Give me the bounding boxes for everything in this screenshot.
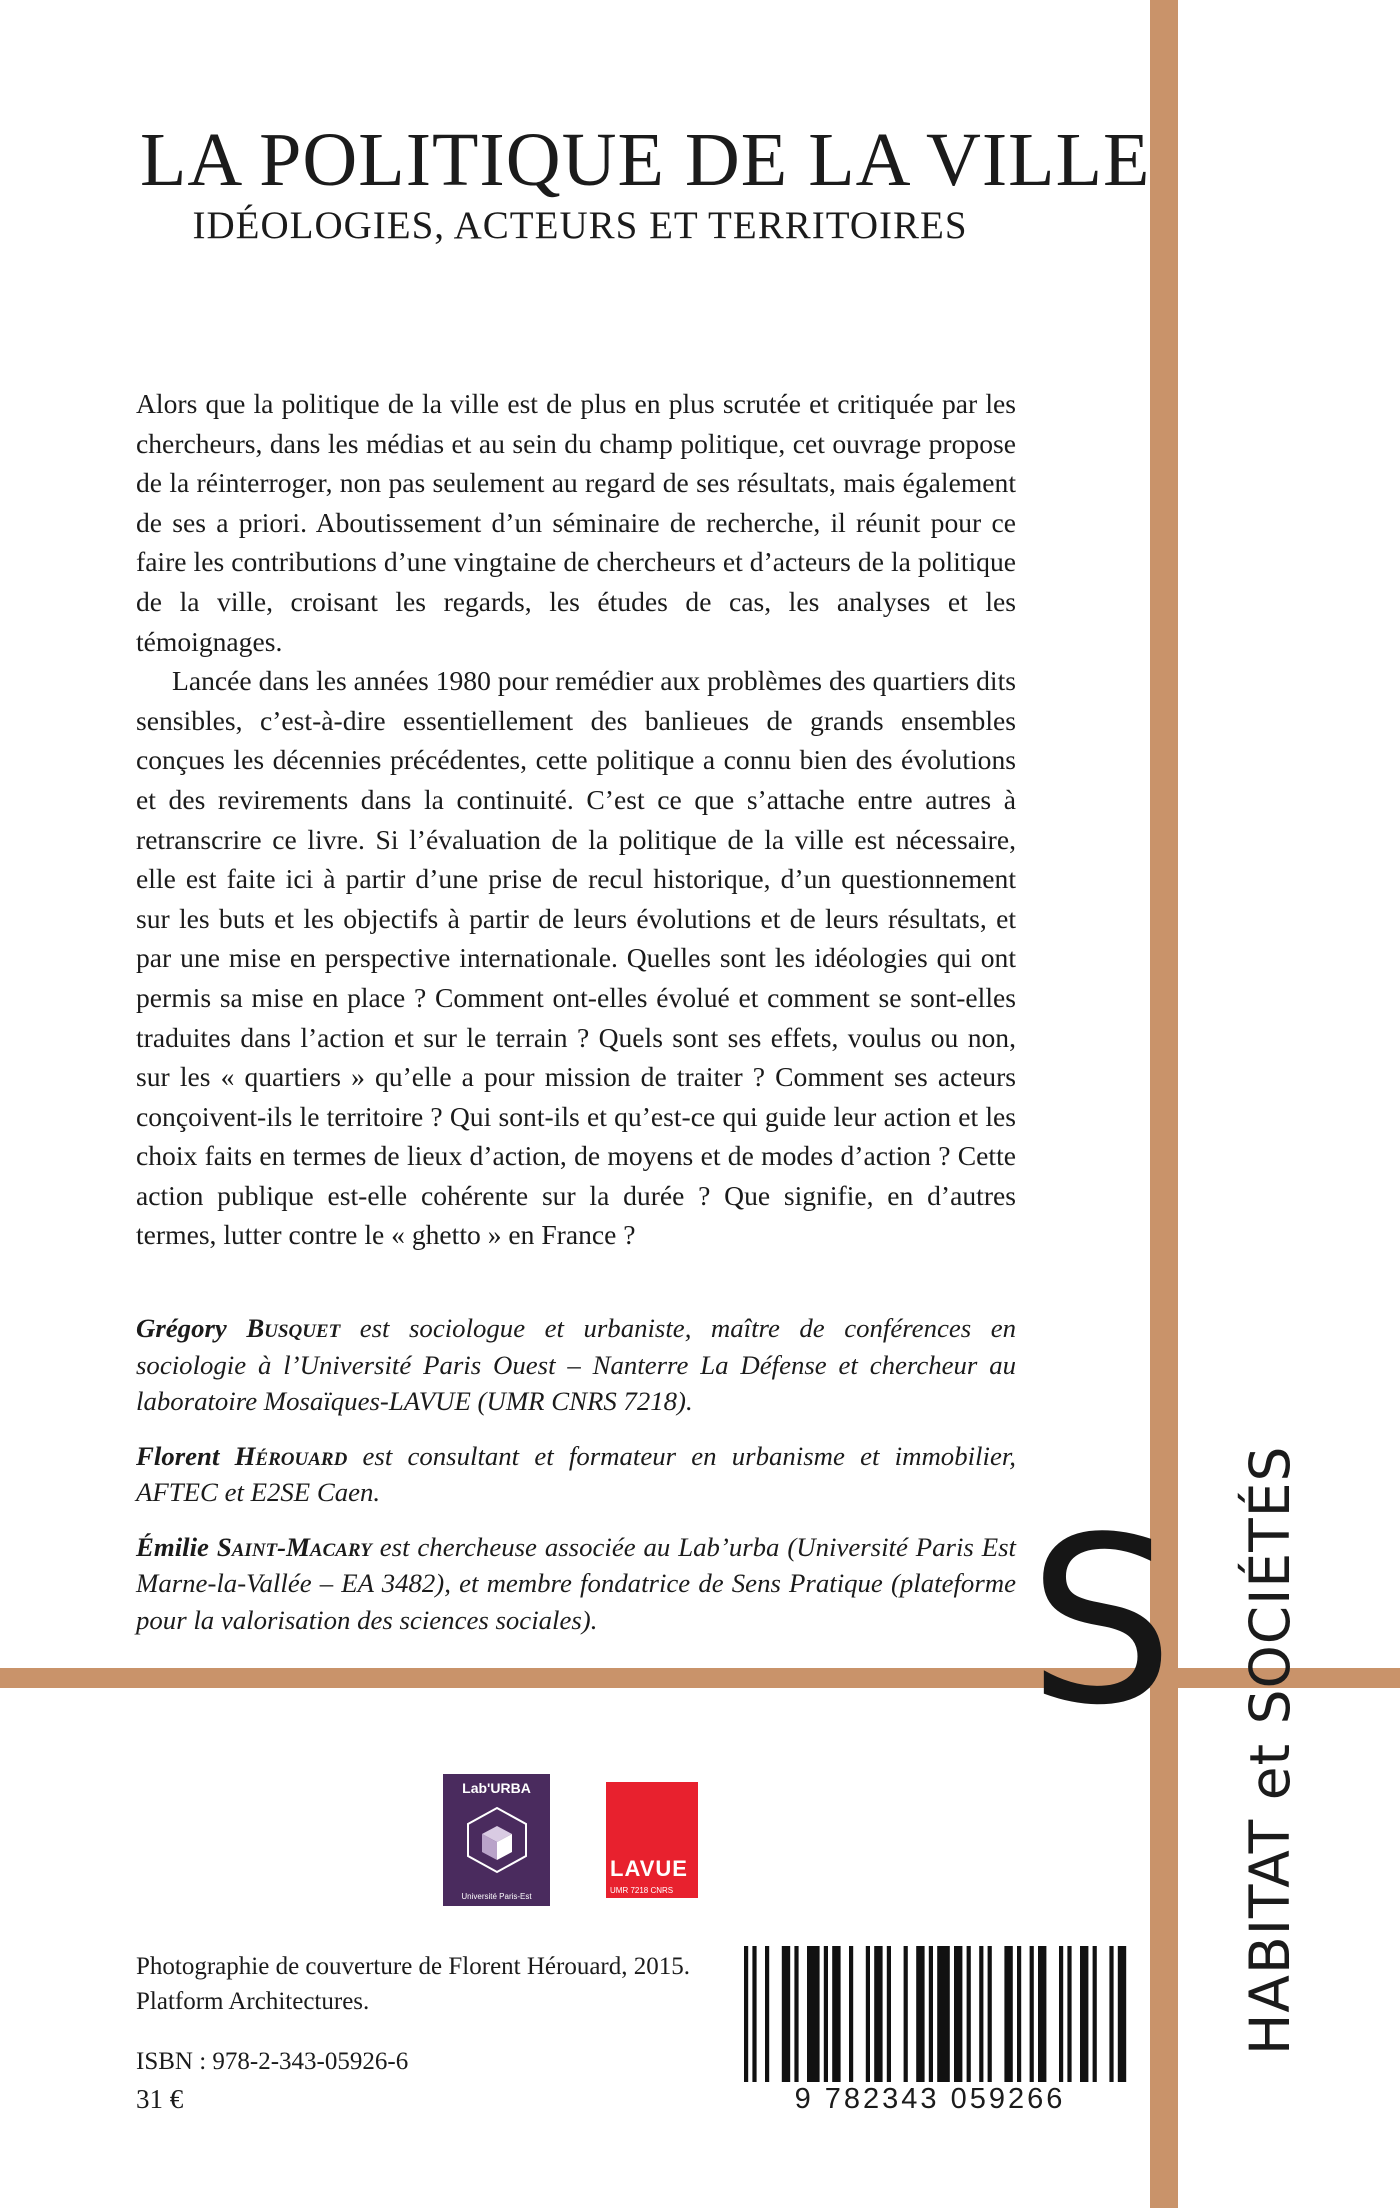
barcode-bar	[782, 1946, 790, 2082]
author-bios	[136, 1310, 1016, 1656]
author-name-3	[136, 1532, 372, 1562]
accent-vertical-bar	[1150, 0, 1178, 2208]
author-last-2: Hérouard	[234, 1440, 348, 1471]
accent-horizontal-bar	[0, 1668, 1400, 1688]
author-last-3: Saint-Macary	[216, 1531, 372, 1562]
author-text-1: est sociologue et urbaniste, maître de conférences en sociologie à l’Université Paris Ouest – Nanterre La Défense et chercheur au laboratoire Mosaïques-LAVUE (UMR CNRS 7218).	[136, 1313, 1016, 1416]
barcode-bar	[929, 1946, 933, 2082]
author-last-1: Busquet	[246, 1313, 341, 1343]
barcode-bar	[1017, 1946, 1021, 2082]
barcode-bar	[988, 1946, 992, 2082]
book-summary	[136, 384, 1016, 1255]
series-name: HABITAT et SOCIÉTÉS	[1238, 1445, 1302, 2055]
laburba-logo-sub: Université Paris-Est	[461, 1892, 532, 1901]
author-text-3: est chercheuse associée au Lab’urba (Université Paris Est Marne-la-Vallée – EA 3482), et membre fondatrice de Sens Pratique (plateforme pour la valorisation des sciences sociales).	[136, 1531, 1016, 1635]
barcode-bar	[744, 1946, 748, 2082]
barcode-bar	[824, 1946, 828, 2082]
barcode-bar	[1030, 1946, 1034, 2082]
photo-credit-line-1: Photographie de couverture de Florent Hérouard, 2015.	[136, 1953, 691, 1980]
barcode-bar	[887, 1946, 891, 2082]
barcode-bar	[832, 1946, 840, 2082]
barcode-bar	[1059, 1946, 1063, 2082]
laburba-logo-name: Lab'URBA	[462, 1780, 531, 1796]
barcode-bar	[979, 1946, 983, 2082]
book-subtitle: IDÉOLOGIES, ACTEURS ET TERRITOIRES	[192, 204, 968, 247]
laburba-cube-icon	[462, 1804, 532, 1874]
laburba-logo	[443, 1774, 550, 1906]
author-name-1	[136, 1313, 340, 1343]
isbn: ISBN : 978-2-343-05926-6	[136, 2048, 409, 2075]
barcode-bar	[916, 1946, 924, 2082]
price: 31 €	[136, 2084, 184, 2114]
barcode-bar	[807, 1946, 820, 2082]
photo-credit	[136, 1949, 690, 2019]
author-first-1: Grégory	[136, 1313, 247, 1343]
barcode-bar	[967, 1946, 971, 2082]
barcode-bar	[1093, 1946, 1097, 2082]
barcode-bar	[874, 1946, 882, 2082]
barcode-bar	[866, 1946, 870, 2082]
author-bio-2	[136, 1438, 1016, 1511]
barcode-bar	[954, 1946, 962, 2082]
barcode-bar	[1118, 1946, 1126, 2082]
author-first-2: Florent	[136, 1440, 235, 1471]
author-first-3: Émilie	[136, 1531, 217, 1562]
author-text-2: est consultant et formateur en urbanisme et immobilier, AFTEC et E2SE Caen.	[136, 1440, 1016, 1507]
photo-credit-line-2: Platform Architectures.	[136, 1988, 370, 2015]
barcode-bar	[849, 1946, 853, 2082]
barcode-bar	[1067, 1946, 1071, 2082]
author-bio-3	[136, 1529, 1016, 1639]
barcode-bar	[794, 1946, 798, 2082]
author-name-2	[136, 1441, 347, 1471]
summary-paragraph-2: Lancée dans les années 1980 pour remédier aux problèmes des quartiers dits sensibles, c’est-à-dire essentiellement des banlieues de grands ensembles conçues les décennies précédentes, cette politique a connu bien des évolutions et des revirements dans la continuité. C’est ce que s’attache entre autres à retranscrire ce livre. Si l’évaluation de la politique de la ville est nécessaire, elle est faite ici à partir d’une prise de recul historique, d’un questionnement sur les buts et les objectifs à partir de leurs évolutions et de leurs résultats, et par une mise en perspective internationale. Quelles sont les idéologies qui ont permis sa mise en place ? Comment ont-elles évolué et comment se sont-elles traduites dans l’action et sur le terrain ? Quels sont ses effets, voulus ou non, sur les « quartiers » qu’elle a pour mission de traiter ? Comment ses acteurs conçoivent-ils le territoire ? Qui sont-ils et qu’est-ce qui guide leur action et les choix faits en termes de lieux d’action, de moyens et de modes d’action ? Cette action publique est-elle cohérente sur la durée ? Que signifie, en d’autres termes, lutter contre le « ghetto » en France ?	[136, 665, 1016, 1251]
barcode-digits: 9 782343 059266	[794, 2083, 1066, 2115]
barcode-bars	[730, 1946, 1130, 2082]
barcode-bar	[752, 1946, 756, 2082]
barcode-bar	[1109, 1946, 1113, 2082]
barcode-bar	[1080, 1946, 1088, 2082]
barcode	[730, 1946, 1130, 2116]
barcode-bar	[765, 1946, 769, 2082]
summary-paragraph-1: Alors que la politique de la ville est de plus en plus scrutée et critiquée par les chercheurs, dans les médias et au sein du champ politique, cet ouvrage propose de la réinterroger, non pas seulement au regard de ses résultats, mais également de ses a priori. Aboutissement d’un séminaire de recherche, il réunit pour ce faire les contributions d’une vingtaine de chercheurs et d’acteurs de la politique de la ville, croisant les regards, les études de cas, les analyses et les témoignages.	[136, 388, 1016, 657]
lavue-logo-sub: UMR 7218 CNRS	[610, 1886, 674, 1895]
barcode-bar	[904, 1946, 908, 2082]
lavue-logo	[606, 1782, 698, 1898]
barcode-bar	[1038, 1946, 1046, 2082]
barcode-bar	[1004, 1946, 1012, 2082]
lavue-logo-name: LAVUE	[610, 1856, 688, 1881]
series-letter: S	[1028, 1489, 1174, 1756]
author-bio-1	[136, 1310, 1016, 1420]
book-title: LA POLITIQUE DE LA VILLE	[140, 118, 1151, 202]
barcode-bar	[937, 1946, 950, 2082]
